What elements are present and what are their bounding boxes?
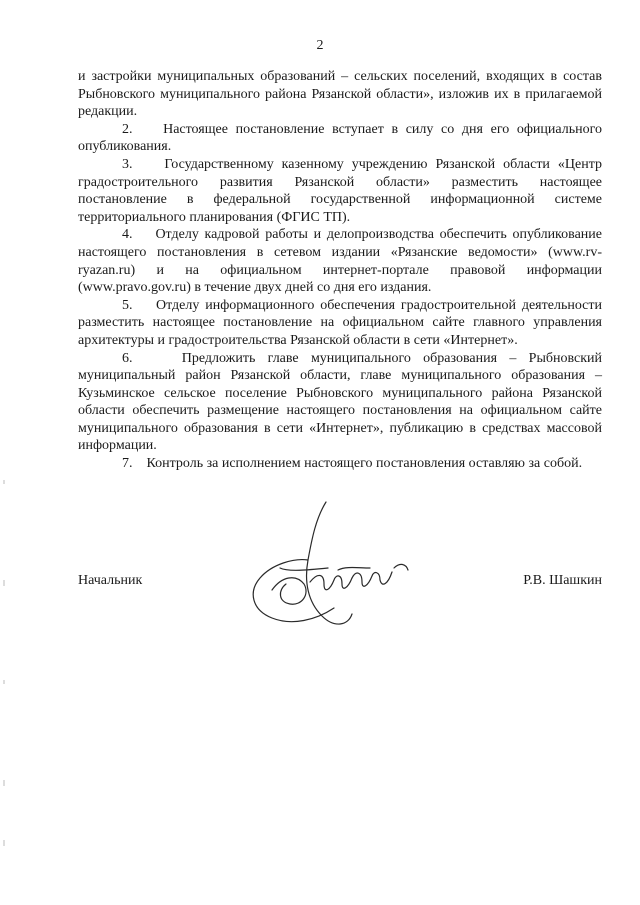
paragraph-item-5: 5. Отделу информационного обеспечения градостроительной деятельности разместить настоящее постановление на официальном сайте главного управления архитектуры и градостроительства Рязанской области в сети «Интернет».: [78, 297, 602, 348]
paragraph-item-6: 6. Предложить главе муниципального образования – Рыбновский муниципальный район Рязанской области, главе муниципального образования – Кузьминское сельское поселение Рыбновского муниципального района Рязанской области обеспечить размещение настоящего постановления на официальном сайте муниципального образования в сети «Интернет», публикацию в средствах массовой информации.: [78, 350, 602, 454]
page-number: 2: [316, 38, 324, 53]
paragraph-item-7: 7. Контроль за исполнением настоящего постановления оставляю за собой.: [122, 456, 583, 472]
scan-edge-marks: [2, 470, 8, 870]
paragraph-item-3: 3. Государственному казенному учреждению Рязанской области «Центр градостроительного развития Рязанской области» разместить настоящее постановление в федеральной государственной информационной системе территориального планирования (ФГИС ТП).: [78, 156, 602, 225]
signer-name: Р.В. Шашкин: [523, 573, 602, 588]
paragraph-item-2: 2. Настоящее постановление вступает в силу со дня его официального опубликования.: [78, 121, 602, 155]
document-body: [78, 68, 602, 473]
paragraph-continuation: и застройки муниципальных образований – сельских поселений, входящих в состав Рыбновского муниципального района Рязанской области», изложив их в прилагаемой редакции.: [78, 69, 602, 120]
handwritten-signature: [238, 498, 418, 638]
signer-title: Начальник: [78, 573, 143, 588]
paragraph-item-4: 4. Отделу кадровой работы и делопроизводства обеспечить опубликование настоящего постановления в сетевом издании «Рязанские ведомости» (www.rv-ryazan.ru) и на официальном интернет-портале правовой информации (www.pravo.gov.ru) в течение двух дней со дня его издания.: [78, 227, 602, 296]
signature-block: [78, 573, 602, 595]
